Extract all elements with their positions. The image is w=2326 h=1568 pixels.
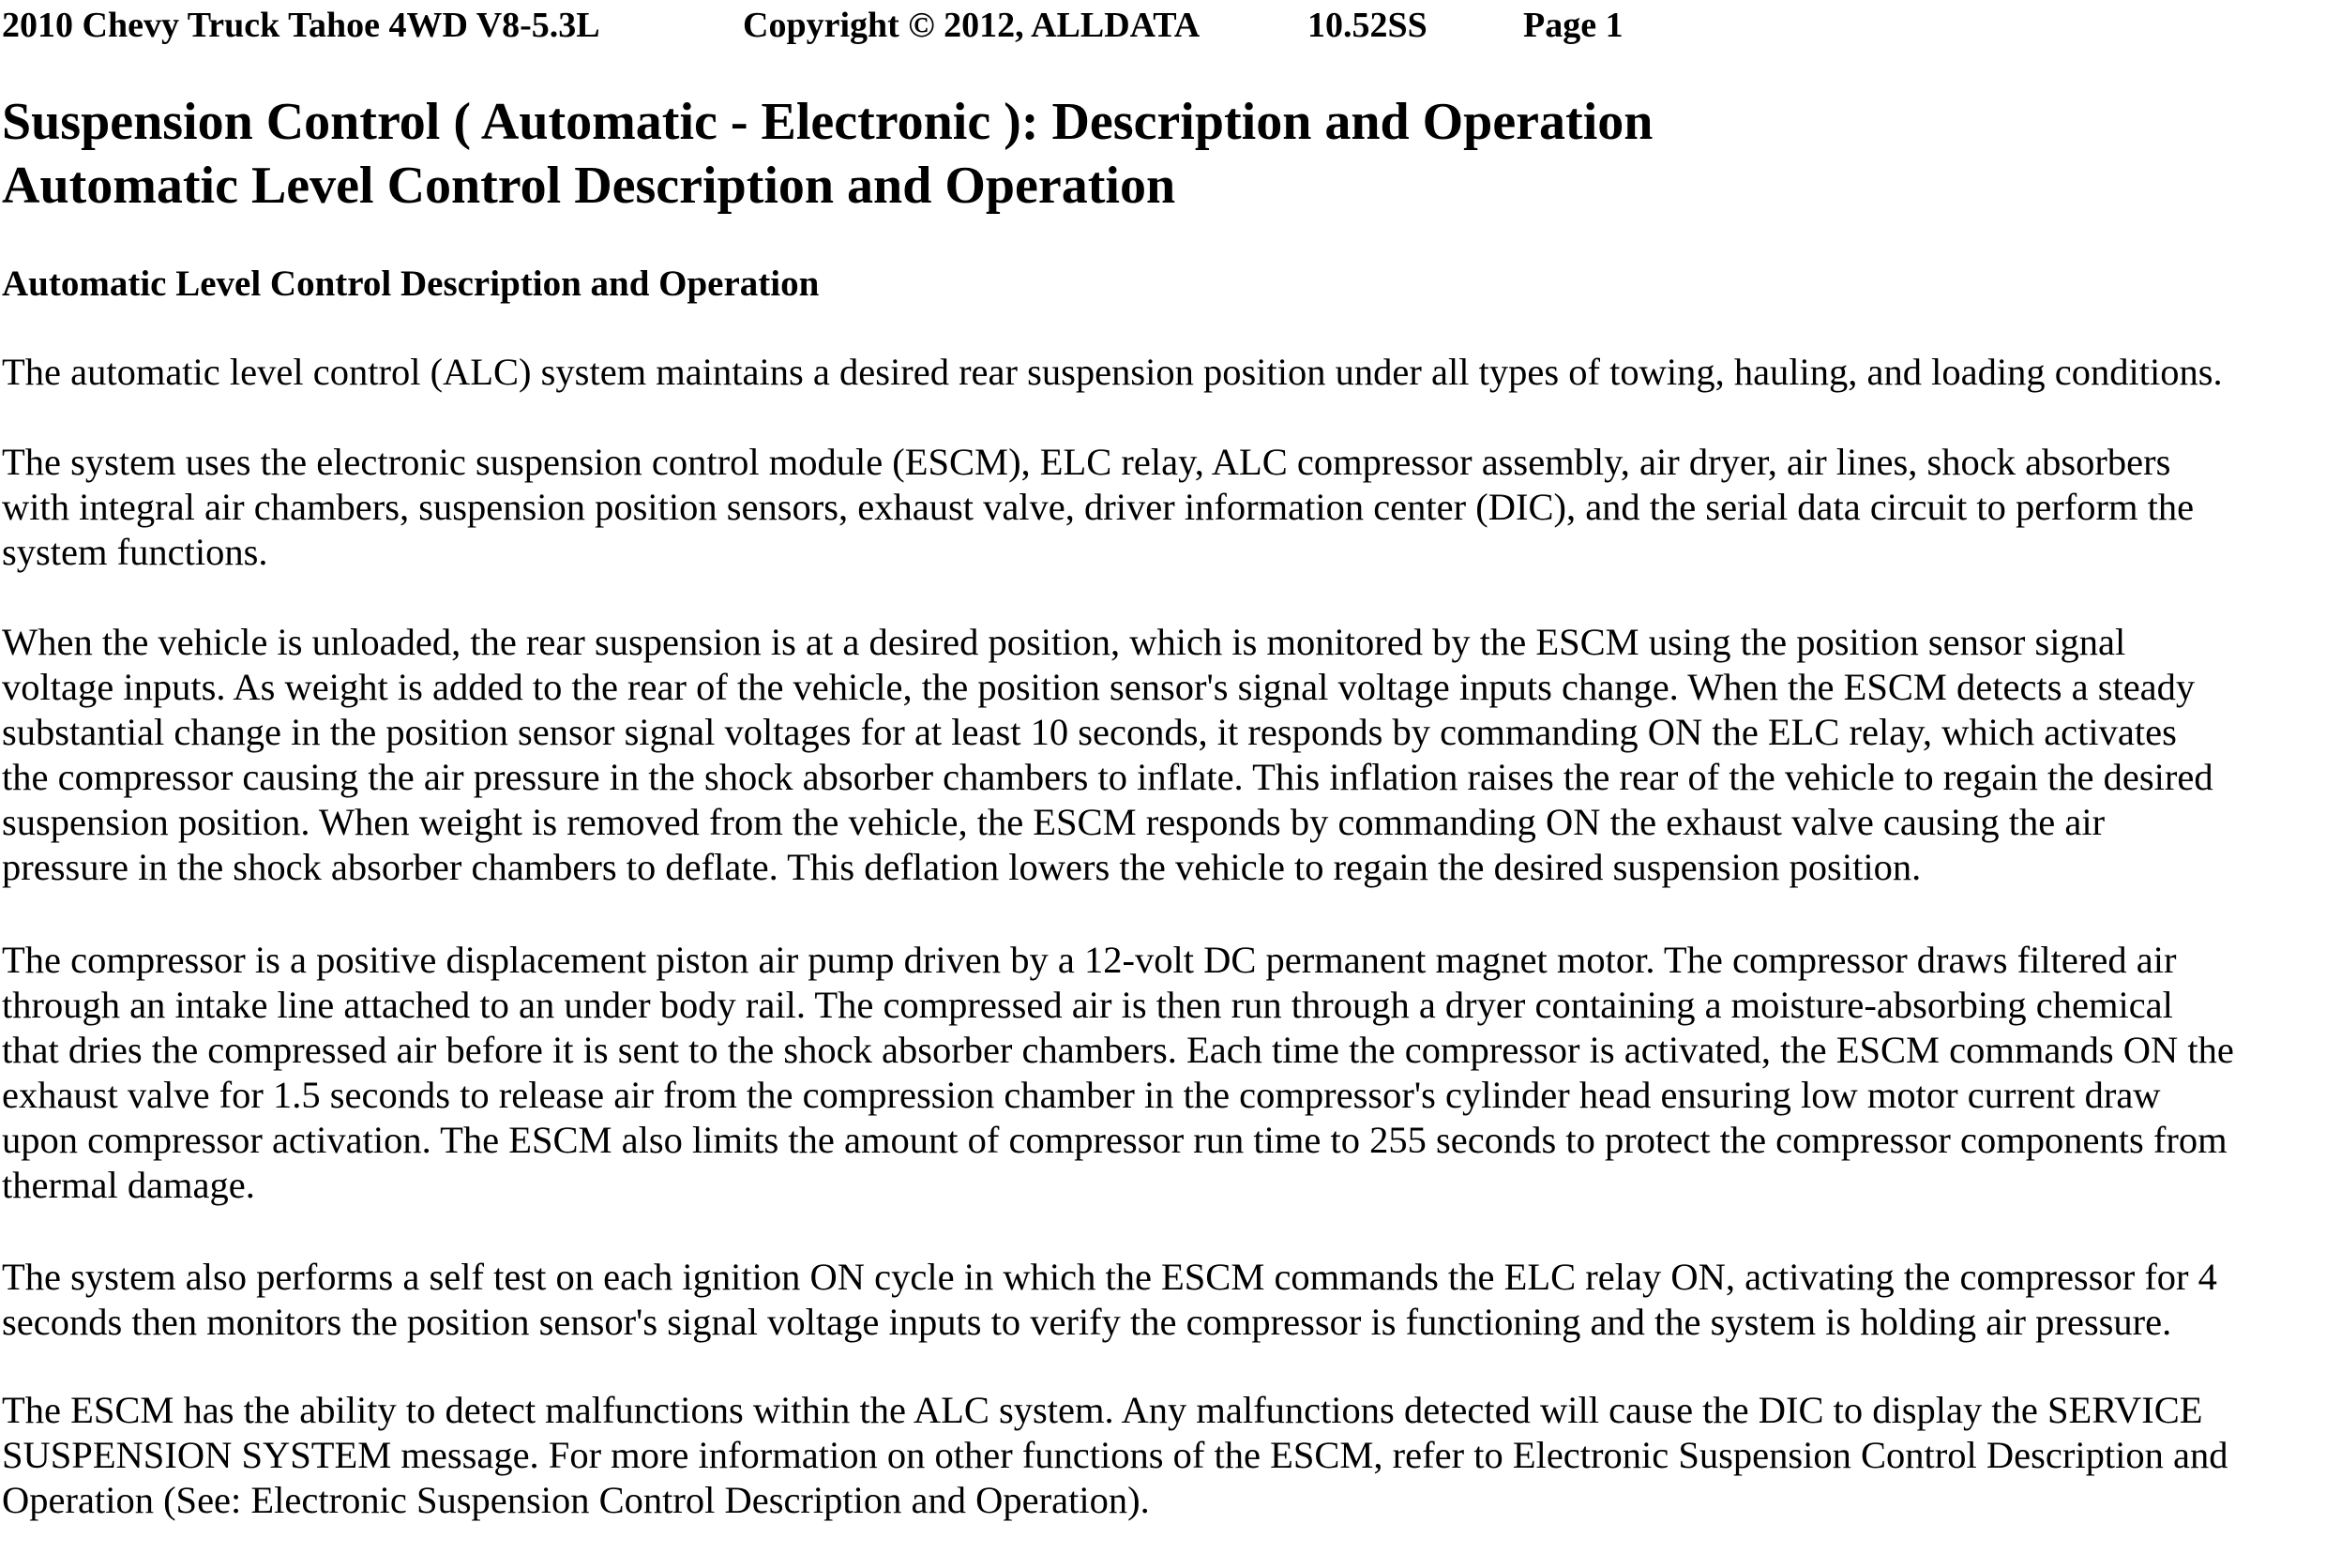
paragraph-3 [2, 620, 2324, 890]
paragraph-line: seconds then monitors the position sensor's signal voltage inputs to verify the compressor is functioning and the system is holding air pressure. [2, 1301, 2172, 1343]
paragraph-line: Operation (See: Electronic Suspension Control Description and Operation). [2, 1479, 1150, 1521]
paragraph-line: that dries the compressed air before it is sent to the shock absorber chambers. Each time the compressor is activated, the ESCM commands ON the [2, 1029, 2234, 1071]
header-vehicle: 2010 Chevy Truck Tahoe 4WD V8-5.3L [2, 6, 600, 45]
paragraph-4 [2, 938, 2324, 1208]
paragraph-line: The system also performs a self test on each ignition ON cycle in which the ESCM commands the ELC relay ON, activating the compressor for 4 [2, 1256, 2217, 1298]
paragraph-5 [2, 1255, 2324, 1345]
paragraph-1 [2, 350, 2324, 395]
title-line-1: Suspension Control ( Automatic - Electronic ): Description and Operation [2, 93, 1654, 151]
paragraph-line: the compressor causing the air pressure in the shock absorber chambers to inflate. This inflation raises the rear of the vehicle to regain the desired [2, 756, 2213, 798]
header-page-number: Page 1 [1523, 6, 1624, 45]
paragraph-line: The automatic level control (ALC) system maintains a desired rear suspension position under all types of towing, hauling, and loading conditions. [2, 351, 2223, 393]
header-copyright: Copyright © 2012, ALLDATA [743, 6, 1201, 45]
title-line-2: Automatic Level Control Description and Operation [2, 157, 1176, 215]
paragraph-line: The system uses the electronic suspension control module (ESCM), ELC relay, ALC compressor assembly, air dryer, air lines, shock absorbers [2, 441, 2171, 483]
paragraph-line: SUSPENSION SYSTEM message. For more information on other functions of the ESCM, refer to Electronic Suspension Control Description and [2, 1434, 2228, 1476]
paragraph-line: through an intake line attached to an under body rail. The compressed air is then run through a dryer containing a moisture-absorbing chemical [2, 984, 2173, 1026]
paragraph-line: thermal damage. [2, 1164, 255, 1206]
paragraph-line: The compressor is a positive displacement piston air pump driven by a 12-volt DC permanent magnet motor. The compressor draws filtered air [2, 939, 2177, 981]
section-heading: Automatic Level Control Description and Operation [2, 264, 820, 304]
paragraph-line: upon compressor activation. The ESCM also limits the amount of compressor run time to 255 seconds to protect the compressor components from [2, 1119, 2228, 1161]
paragraph-line: with integral air chambers, suspension position sensors, exhaust valve, driver information center (DIC), and the serial data circuit to perform the [2, 486, 2195, 528]
paragraph-line: system functions. [2, 531, 268, 573]
paragraph-line: suspension position. When weight is removed from the vehicle, the ESCM responds by commanding ON the exhaust valve causing the air [2, 801, 2106, 843]
paragraph-line: pressure in the shock absorber chambers to deflate. This deflation lowers the vehicle to regain the desired suspension position. [2, 846, 1922, 888]
paragraph-line: When the vehicle is unloaded, the rear suspension is at a desired position, which is monitored by the ESCM using the position sensor signal [2, 621, 2126, 663]
paragraph-2 [2, 440, 2324, 575]
paragraph-6 [2, 1388, 2324, 1523]
paragraph-line: voltage inputs. As weight is added to the rear of the vehicle, the position sensor's signal voltage inputs change. When the ESCM detects a steady [2, 666, 2196, 708]
page-title [2, 90, 1653, 218]
paragraph-line: exhaust valve for 1.5 seconds to release air from the compression chamber in the compressor's cylinder head ensuring low motor current draw [2, 1074, 2161, 1116]
header-version: 10.52SS [1307, 6, 1427, 45]
paragraph-line: The ESCM has the ability to detect malfunctions within the ALC system. Any malfunctions detected will cause the DIC to display the SERVICE [2, 1389, 2203, 1431]
paragraph-line: substantial change in the position sensor signal voltages for at least 10 seconds, it responds by commanding ON the ELC relay, which activates [2, 711, 2177, 753]
